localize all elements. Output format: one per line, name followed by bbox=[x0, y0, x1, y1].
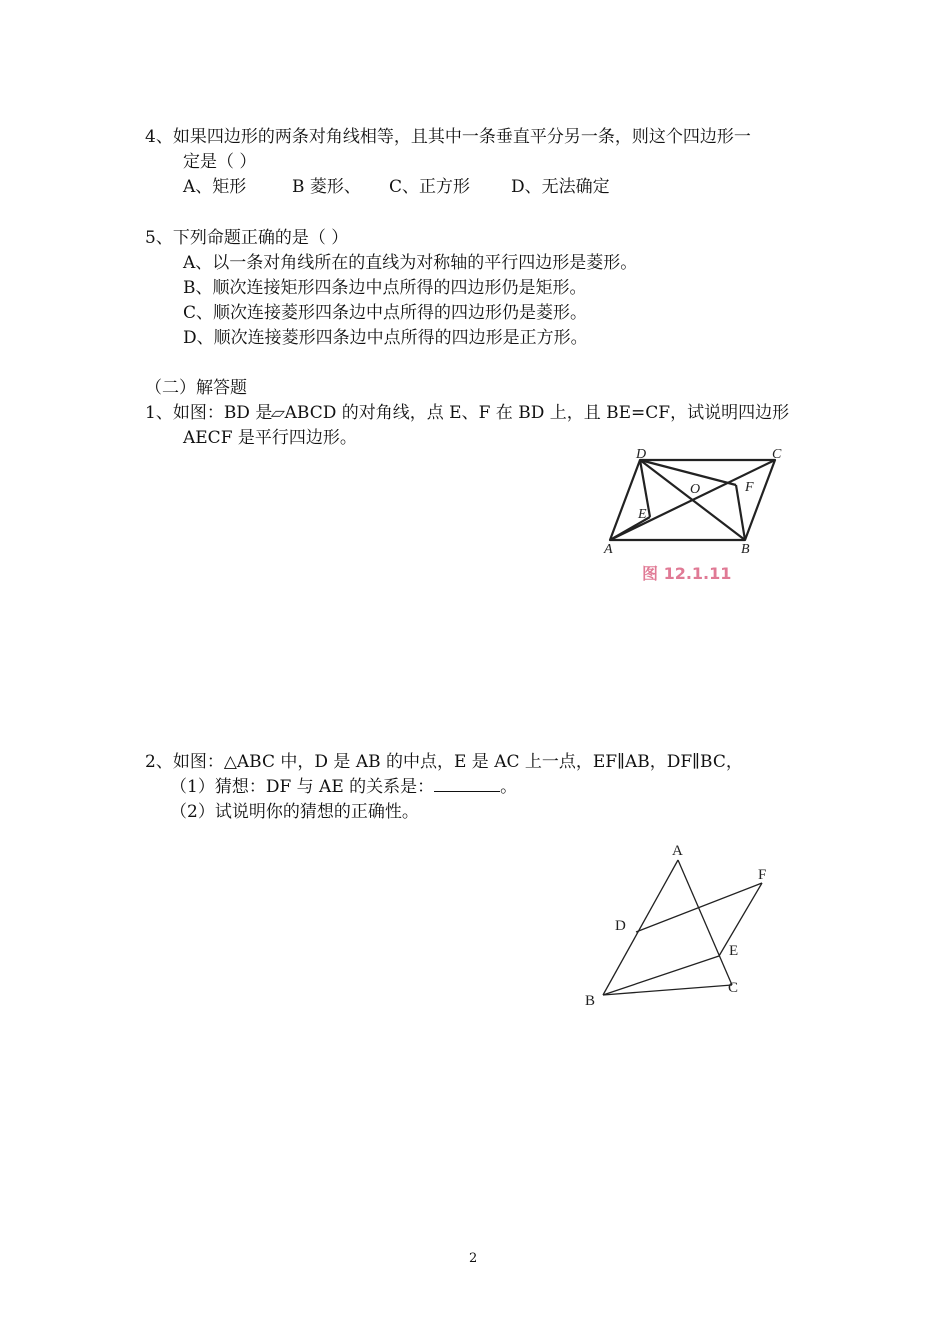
page-number: 2 bbox=[469, 1251, 478, 1266]
p2-line1: 2、如图：△ABC 中，D 是 AB 的中点，E 是 AC 上一点，EF∥AB，DF∥BC， bbox=[145, 752, 743, 772]
fig2-label-a: A bbox=[672, 843, 683, 859]
p2-sub1-a: （1）猜想：DF 与 AE 的关系是： bbox=[170, 777, 435, 797]
p1-line1-b: ABCD 的对角线，点 E、F 在 BD 上，且 BE=CF，试说明四边形 bbox=[284, 403, 790, 423]
fig2-label-d: D bbox=[615, 918, 626, 934]
fig1-label-f: F bbox=[745, 480, 754, 495]
q4-option-a: A、矩形 bbox=[183, 177, 247, 197]
p1-line1-a: 1、如图：BD 是 bbox=[145, 403, 273, 423]
p2-sub2: （2）试说明你的猜想的正确性。 bbox=[170, 802, 419, 822]
segment-df bbox=[640, 460, 736, 485]
fig1-caption: 图 12.1.11 bbox=[642, 564, 732, 583]
segment-be bbox=[603, 956, 719, 995]
q4-option-b: B 菱形、 bbox=[292, 177, 361, 197]
fig2-label-b: B bbox=[585, 993, 596, 1009]
fig1-label-e: E bbox=[638, 507, 647, 522]
segment-fb bbox=[736, 485, 745, 540]
q5-stem: 5、下列命题正确的是（ ） bbox=[145, 228, 349, 248]
q4-option-d: D、无法确定 bbox=[511, 177, 610, 197]
q5-option-b: B、顺次连接矩形四条边中点所得的四边形仍是矩形。 bbox=[183, 278, 587, 298]
p1-line1 bbox=[145, 402, 789, 424]
side-ac bbox=[678, 860, 732, 985]
q5-option-c: C、顺次连接菱形四条边中点所得的四边形仍是菱形。 bbox=[183, 303, 588, 323]
p2-sub1 bbox=[170, 776, 517, 798]
figure-triangle bbox=[575, 835, 785, 1015]
side-bc bbox=[603, 985, 732, 995]
p2-sub1-b: 。 bbox=[500, 777, 518, 797]
fig2-label-e: E bbox=[729, 943, 739, 959]
fig2-label-f: F bbox=[758, 867, 767, 883]
q5-option-a: A、以一条对角线所在的直线为对称轴的平行四边形是菱形。 bbox=[183, 253, 638, 273]
fig1-label-d: D bbox=[636, 447, 647, 462]
fig1-label-o: O bbox=[690, 482, 701, 497]
figure-parallelogram bbox=[595, 445, 795, 590]
q4-line2: 定是（ ） bbox=[183, 152, 257, 172]
segment-df bbox=[636, 883, 762, 932]
answer-blank[interactable] bbox=[434, 777, 500, 792]
segment-ef bbox=[719, 883, 762, 956]
fig2-label-c: C bbox=[728, 980, 739, 996]
fig1-label-c: C bbox=[772, 447, 782, 462]
q5-option-d: D、顺次连接菱形四条边中点所得的四边形是正方形。 bbox=[183, 328, 588, 348]
q4-option-c: C、正方形 bbox=[389, 177, 471, 197]
section-title: （二）解答题 bbox=[145, 378, 247, 398]
fig1-label-a: A bbox=[604, 542, 613, 557]
parallelogram-symbol: ▱ bbox=[269, 403, 288, 422]
q4-line1: 4、如果四边形的两条对角线相等，且其中一条垂直平分另一条，则这个四边形一 bbox=[145, 127, 751, 147]
fig1-label-b: B bbox=[741, 542, 750, 557]
p1-line2: AECF 是平行四边形。 bbox=[183, 428, 357, 448]
